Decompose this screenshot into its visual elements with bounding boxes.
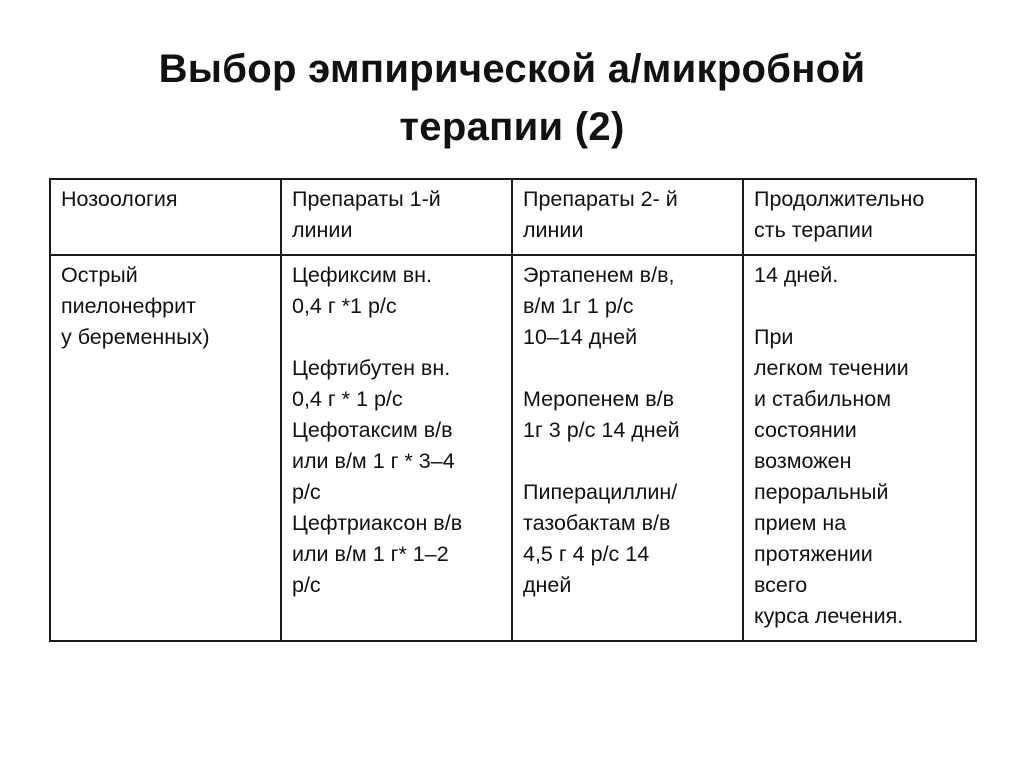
page-title-line-2: терапии (2) [399, 105, 625, 149]
page-title-line-1: Выбор эмпирической а/микробной [158, 47, 866, 91]
cell-first-line-drugs: Цефиксим вн. 0,4 г *1 р/с Цефтибутен вн. 0,4 г * 1 р/с Цефотаксим в/в или в/м 1 г * 3–4 р/с Цефтриаксон в/в или в/м 1 г* 1–2 р/с [281, 255, 512, 641]
page-title [0, 40, 1024, 156]
table-header-row [50, 179, 976, 255]
header-therapy-duration: Продолжительно сть терапии [743, 179, 976, 255]
cell-second-line-drugs: Эртапенем в/в, в/м 1г 1 р/с 10–14 дней Меропенем в/в 1г 3 р/с 14 дней Пиперациллин/ тазобактам в/в 4,5 г 4 р/с 14 дней [512, 255, 743, 641]
cell-nosology: Острый пиелонефрит у беременных) [50, 255, 281, 641]
therapy-table [49, 178, 977, 642]
header-second-line-drugs: Препараты 2- й линии [512, 179, 743, 255]
cell-therapy-duration: 14 дней. При легком течении и стабильном состоянии возможен пероральный прием на протяжении всего курса лечения. [743, 255, 976, 641]
header-first-line-drugs: Препараты 1-й линии [281, 179, 512, 255]
header-nosology: Нозоология [50, 179, 281, 255]
table-row [50, 255, 976, 641]
